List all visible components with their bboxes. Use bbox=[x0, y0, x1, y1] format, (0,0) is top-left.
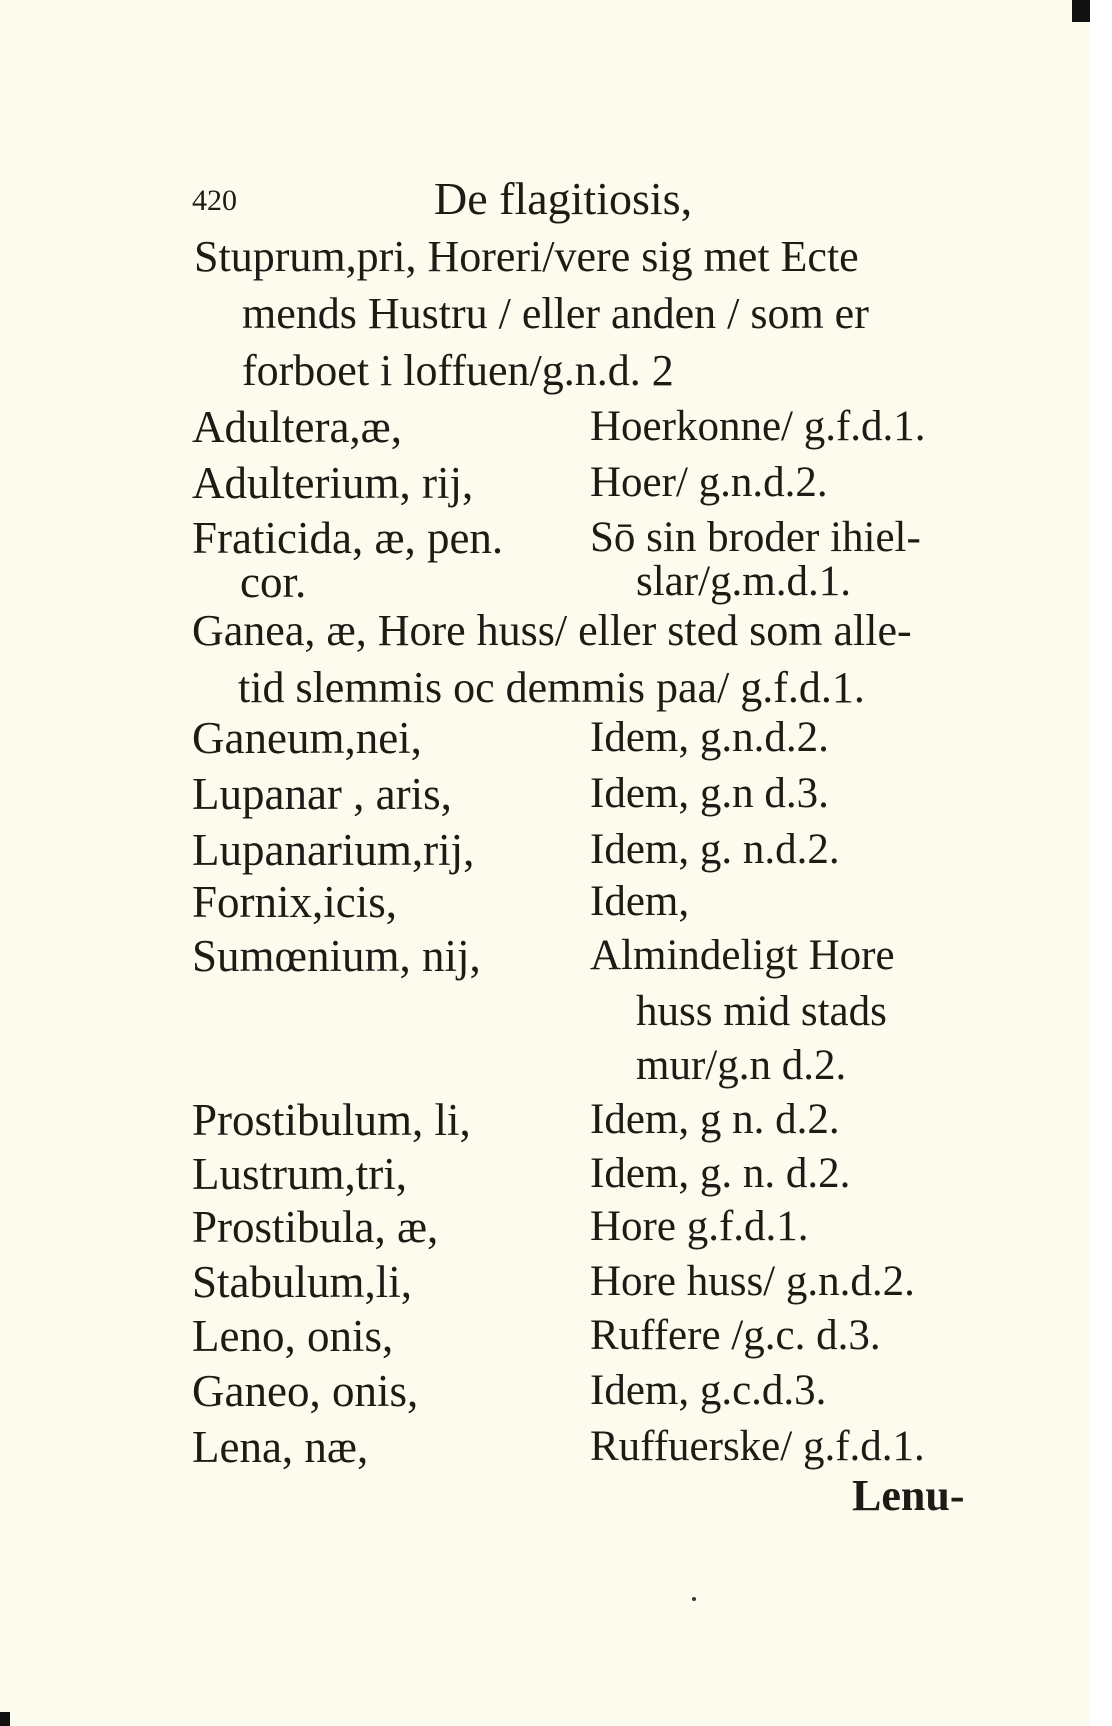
danish-gloss: Idem, g. n.d.2. bbox=[590, 826, 840, 873]
danish-gloss: Hore huss/ g.n.d.2. bbox=[590, 1258, 915, 1305]
danish-gloss: Idem, g.n.d.2. bbox=[590, 714, 829, 761]
ganea-entry bbox=[192, 602, 998, 716]
latin-term: Lustrum,tri, bbox=[192, 1149, 407, 1199]
latin-term: Prostibula, æ, bbox=[192, 1202, 439, 1252]
danish-gloss-continuation: slar/g.m.d.1. bbox=[636, 558, 851, 605]
danish-gloss-continuation: mur/g.n d.2. bbox=[636, 1042, 847, 1089]
latin-term: Prostibulum, li, bbox=[192, 1095, 471, 1145]
danish-gloss-continuation: huss mid stads bbox=[636, 988, 887, 1035]
danish-gloss: Idem, bbox=[590, 878, 690, 925]
latin-term: Sumœnium, nij, bbox=[192, 931, 481, 981]
danish-gloss: Idem, g.n d.3. bbox=[590, 770, 829, 817]
latin-term: Adulterium, rij, bbox=[192, 458, 474, 508]
danish-gloss: Idem, g. n. d.2. bbox=[590, 1150, 851, 1197]
page-number: 420 bbox=[192, 184, 237, 217]
danish-gloss: Ruffuerske/ g.f.d.1. bbox=[590, 1423, 925, 1470]
ink-speck bbox=[692, 1597, 696, 1601]
danish-gloss: Sō sin broder ihiel- bbox=[590, 514, 921, 561]
latin-term: Adultera,æ, bbox=[192, 402, 402, 452]
running-title: De flagitiosis, bbox=[434, 173, 693, 224]
latin-term: Lupanar , aris, bbox=[192, 769, 452, 819]
intro-line: Stuprum,pri, Horeri/vere sig met Ecte bbox=[194, 232, 859, 281]
latin-term: Lena, næ, bbox=[192, 1422, 369, 1472]
latin-term: Ganeo, onis, bbox=[192, 1366, 419, 1416]
danish-gloss: Idem, g.c.d.3. bbox=[590, 1367, 827, 1414]
latin-term: Stabulum,li, bbox=[192, 1257, 413, 1307]
danish-gloss: Ruffere /g.c. d.3. bbox=[590, 1312, 881, 1359]
intro-line: mends Hustru / eller anden / som er bbox=[242, 289, 869, 338]
danish-gloss: Hore g.f.d.1. bbox=[590, 1203, 809, 1250]
danish-gloss: Almindeligt Hore bbox=[590, 932, 895, 979]
latin-term: Ganeum,nei, bbox=[192, 713, 422, 763]
intro-line: forboet i loffuen/g.n.d. 2 bbox=[242, 346, 674, 395]
ganea-line: Ganea, æ, Hore huss/ eller sted som alle- bbox=[192, 606, 912, 655]
danish-gloss: Idem, g n. d.2. bbox=[590, 1096, 840, 1143]
latin-term: Lupanarium,rij, bbox=[192, 825, 475, 875]
danish-gloss: Hoer/ g.n.d.2. bbox=[590, 459, 828, 506]
danish-gloss: Hoerkonne/ g.f.d.1. bbox=[590, 403, 926, 450]
latin-term: Fraticida, æ, pen. bbox=[192, 513, 504, 563]
latin-term: Leno, onis, bbox=[192, 1311, 394, 1361]
catchword: Lenu- bbox=[852, 1471, 965, 1520]
ganea-line: tid slemmis oc demmis paa/ g.f.d.1. bbox=[238, 663, 865, 712]
latin-term: Fornix,icis, bbox=[192, 877, 398, 927]
latin-term-continuation: cor. bbox=[240, 557, 307, 607]
